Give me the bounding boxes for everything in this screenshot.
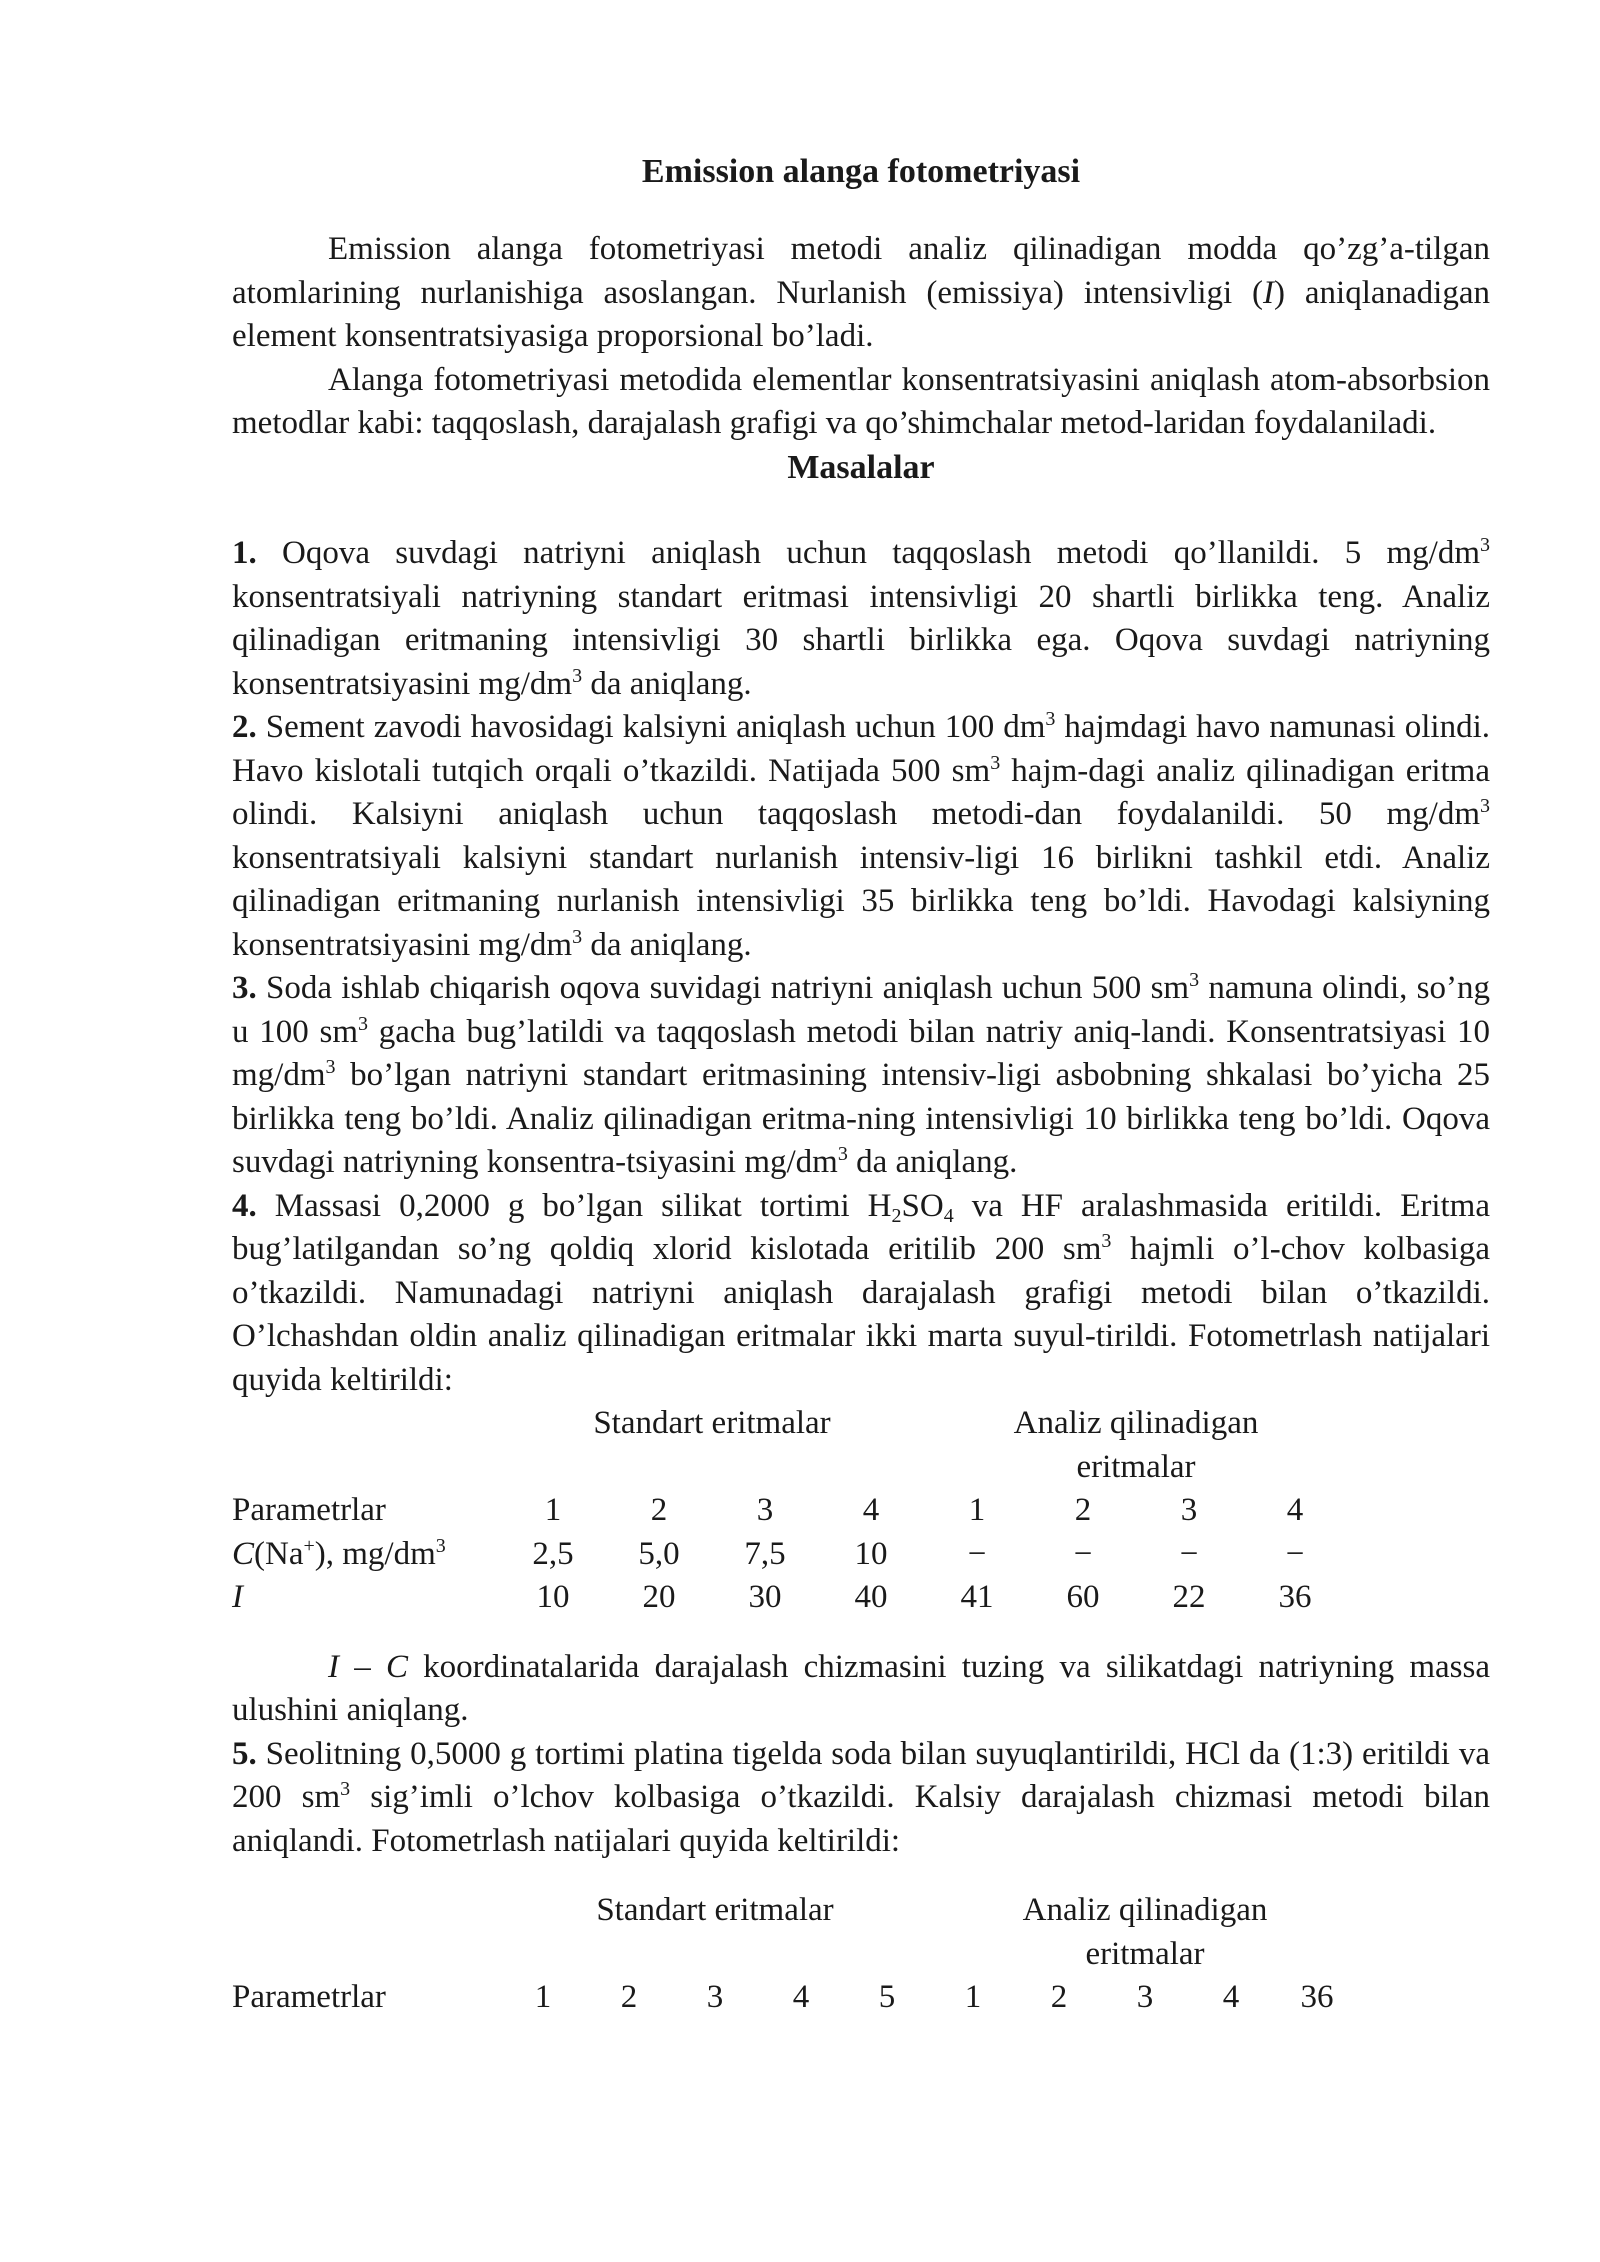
problem-1: 1. Oqova suvdagi natriyni aniqlash uchun taqqoslash metodi qo’llanildi. 5 $mg/dm^3$ konsentratsiyali natriyning standart eritmasi intensivligi 20 shartli birlikka teng. Analiz qilinadigan eritmaning intensivligi 30 shartli birlikka ega. Oqova suvdagi natriyning konsentratsiyasini $mg/dm^3$ da aniqlang. (232, 534, 1490, 702)
table-group-header (232, 1402, 1348, 1489)
table-row-intensity: I 10 20 30 40 41 60 22 36 (232, 1579, 1312, 1615)
problem-number: 4. (232, 1187, 257, 1224)
group-analysis-label: Analiz qilinadigan eritmalar (1022, 1892, 1268, 1972)
problem-3: 3. Soda ishlab chiqarish oqova suvidagi natriyni aniqlash uchun 500 $sm^3$ namuna olindi, so’ng u 100 $sm^3$ gacha bug’latildi va taqqoslash metodi bilan natriy aniq-landi. Konsentratsiyasi 10 $mg/dm^3$ bo’lgan natriyni standart eritmasining intensiv-ligi asbobning shkalasi bo’yicha 25 birlikka teng bo’ldi. Analiz qilinadigan eritma-ning intensivligi 10 birlikka teng bo’ldi. Oqova suvdagi natriyning konsentra-tsiyasini $mg/dm^3$ da aniqlang. (232, 969, 1490, 1180)
problem-4: 4. Massasi 0,2000 g bo’lgan silikat tortimi $H_2SO_4$ va HF aralashmasida eritildi. Eritma bug’latilgandan so’ng qoldiq xlorid kislotada eritilib 200 $sm^3$ hajmli o’l-chov kolbasiga o’tkazildi. Namunadagi natriyni aniqlash darajalash grafigi metodi bilan o’tkazildi. O’lchashdan oldin analiz qilinadigan eritmalar ikki marta suyul-tirildi. Fotometrlash natijalari quyida keltirildi: (232, 1187, 1490, 1398)
section-title: Masalalar (787, 448, 935, 486)
intro-paragraph-1: Emission alanga fotometriyasi metodi analiz qilinadigan modda qo’zg’a-tilgan atomlarining nurlanishiga asoslangan. Nurlanish (emissiya) intensivligi (I) aniqlanadigan element konsentratsiyasiga proporsional bo’ladi. (232, 231, 1490, 354)
results-table-2 (232, 1889, 1360, 2020)
table-row-concentration: C(Na+), $mg/dm^3$ 2,5 5,0 7,5 10 − − − − (232, 1534, 1305, 1572)
problem-4-task: I – C koordinatalarida darajalash chizmasini tuzing va silikatdagi natriyning massa ulushini aniqlang. (232, 1648, 1491, 1728)
table-row-params: Parametrlar 1 2 3 4 5 1 2 3 4 36 (232, 1979, 1334, 2015)
problem-5: 5. Seolitning 0,5000 g tortimi platina tigelda soda bilan suyuqlantirildi, HCl da (1:3) eritildi va 200 $sm^3$ sig’imli o’lchov kolbasiga o’tkazildi. Kalsiy darajalash chizmasi metodi bilan aniqlandi. Fotometrlash natijalari quyida keltirildi: (232, 1735, 1490, 1859)
results-table-1 (232, 1402, 1348, 1620)
page-title: Emission alanga fotometriyasi (641, 153, 1081, 190)
problem-number: 2. (232, 709, 257, 745)
problem-number: 5. (232, 1735, 257, 1772)
group-standard-label: Standart eritmalar (596, 1892, 834, 1928)
group-standard-label: Standart eritmalar (593, 1405, 831, 1441)
intro-paragraph-2: Alanga fotometriyasi metodida elementlar konsentratsiyasini aniqlash atom-absorbsion metodlar kabi: taqqoslash, darajalash grafigi va qo’shimchalar metod-laridan foydalaniladi. (232, 361, 1490, 441)
problem-number: 3. (232, 970, 257, 1006)
group-analysis-label: Analiz qilinadigan eritmalar (1013, 1405, 1259, 1485)
table-row-params: Parametrlar 1 2 3 4 1 2 3 4 (232, 1492, 1304, 1528)
problem-number: 1. (232, 535, 257, 571)
problem-2: 2. Sement zavodi havosidagi kalsiyni aniqlash uchun 100 $dm^3$ hajmdagi havo namunasi olindi. Havo kislotali tutqich orqali o’tkazildi. Natijada 500 $sm^3$ hajm-dagi analiz qilinadigan eritma olindi. Kalsiyni aniqlash uchun taqqoslash metodi-dan foydalanildi. 50 $mg/dm^3$ konsentratsiyali kalsiyni standart nurlanish intensiv-ligi 16 birlikni tashkil etdi. Analiz qilinadigan eritmaning nurlanish intensivligi 35 birlikka teng bo’ldi. Havodagi kalsiyning konsentratsiyasini $mg/dm^3$ da aniqlang. (232, 708, 1490, 963)
document-page (232, 150, 1490, 2020)
table-group-header (232, 1889, 1360, 1976)
